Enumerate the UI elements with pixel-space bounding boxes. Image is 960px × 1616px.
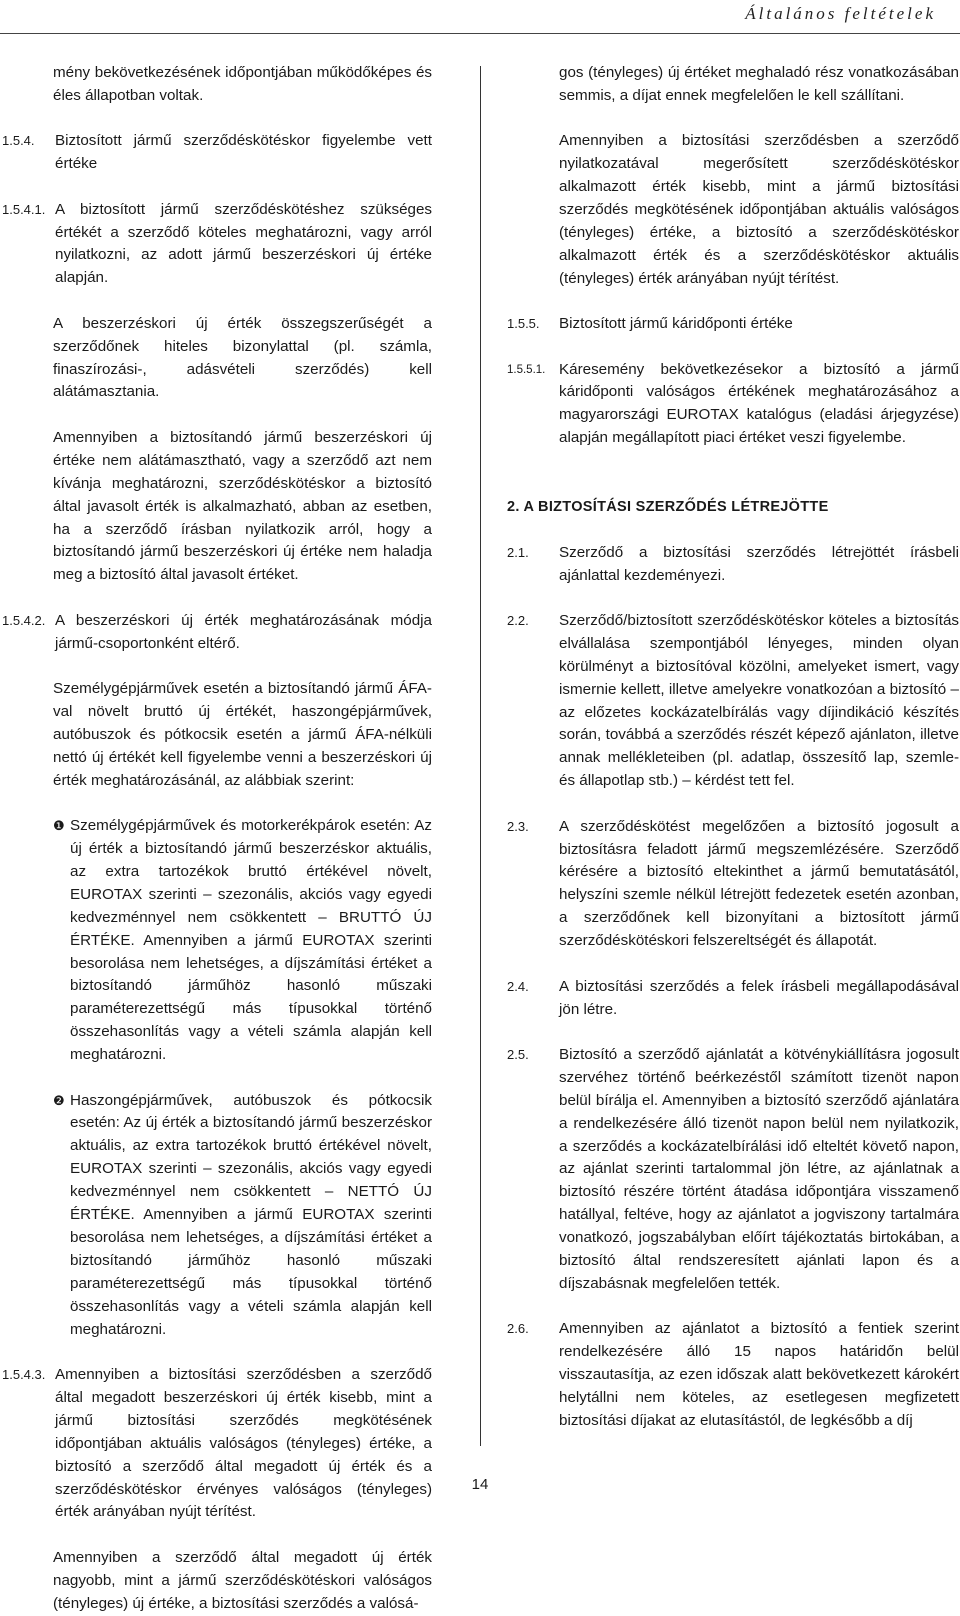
section-number: 2.5.: [507, 1046, 529, 1062]
section-number: 2.1.: [507, 544, 529, 560]
right-column: [507, 60, 959, 1433]
section-number: 2.3.: [507, 818, 529, 834]
section-title: Biztosított jármű káridőponti értéke: [559, 315, 793, 333]
section-text: A szerződéskötést megelőzően a biztosító jogosult a biztosításra feladott jármű megszemlézésére. Szerződő kérésére a biztosító eltekinthet a jármű bemutatásától, helyszíni szemle nélkül létrejött fedezetek esetén azonban, a szerződőnek kell bizonyítani a biztosított jármű szerződéskötéskori felszereltségét és állapotát.: [559, 817, 959, 950]
section-text: A biztosítási szerződés a felek írásbeli megállapodásával jön létre.: [559, 977, 959, 1018]
section-1-5-4-2: [0, 610, 432, 656]
section-2-1: [507, 542, 959, 588]
section-1-5-5: [507, 313, 959, 336]
section-text: A biztosított jármű szerződéskötéshez szükséges értékét a szerződő köteles meghatározni, vagy arról nyilatkozni, az adott jármű beszerzéskori új értéke alapján.: [55, 200, 432, 287]
paragraph: mény bekövetkezésének időpontjában működőképes és éles állapotban voltak.: [53, 64, 432, 104]
paragraph: Amennyiben a biztosítási szerződésben a szerződő nyilatkozatával megerősített szerződéskötéskor alkalmazott érték kisebb, mint a jármű biztosítási szerződés megkötésének időpontjában aktuális valóságos (tényleges) értéke, a biztosító a szerződéskötéskor alkalmazott érték és a szerződéskötéskor aktuális (tényleges) érték arányában nyújt térítést.: [559, 132, 959, 287]
bullet-item-1: [53, 815, 432, 1067]
paragraph: Személygépjárművek esetén a biztosítandó jármű ÁFA-val növelt bruttó új értékét, haszongépjárművek, autóbuszok és pótkocsik esetén a jármű ÁFA-nélküli nettó új értékét kell figyelembe venni a beszerzéskori új érték meghatározásánál, az alábbiak szerint:: [53, 680, 432, 789]
section-number: 1.5.5.1.: [507, 363, 546, 376]
bullet-text: Személygépjárművek és motorkerékpárok esetén: Az új érték a biztosítandó jármű beszerzéskor aktuális, az extra tartozékok bruttó értékével növelt, EUROTAX szerinti – szezonális, akciós vagy egyedi kedvezménnyel nem csökkentett – BRUTTÓ ÚJ ÉRTÉKE. Amennyiben a jármű EUROTAX szerinti besorolása nem lehetséges, a díjszámítási értéket a biztosítandó járműhöz hasonló műszaki paraméterezettségű más típusokkal történő összehasonlítás vagy a vételi számla alapján kell meghatározni.: [70, 817, 432, 1064]
left-column: [0, 60, 432, 1616]
section-number: 1.5.4.1.: [2, 201, 46, 217]
section-text: Biztosító a szerződő ajánlatát a kötvénykiállításra jogosult szervéhez történő beérkezéstől számított tizenöt napon belül bírálja el. Amennyiben a biztosító szerződő ajánlatára a rendelkezésére álló tizenöt napon belül nem nyilatkozik, a szerződés a kockázatelbírálási idő elteltét követő napon, az ajánlat szerinti tartalommal jön létre, az ajánlatnak a biztosító részére történt átadása időpontjára visszamenő hatállyal, feltéve, hogy az ajánlatot a jogviszony tartalmára vonatkozó, jogszabályban előírt tájékoztatás birtokában, a biztosító által rendszeresített ajánlati lapon és a díjszabásnak megfelelően tették.: [559, 1045, 959, 1292]
section-2-2: [507, 610, 959, 793]
section-number: 1.5.5.: [507, 316, 540, 332]
section-1-5-4: [0, 130, 432, 176]
section-1-5-4-1: [0, 199, 432, 291]
bullet-two-icon: ❷: [53, 1092, 65, 1108]
section-number: 2.2.: [507, 612, 529, 628]
paragraph: Amennyiben a biztosítandó jármű beszerzéskori új értéke nem alátámasztható, vagy a szerződő azt nem kívánja meghatározni, szerződéskötéskor a biztosító által javasolt érték is alkalmazható, abban az esetben, ha a szerződő írásban nyilatkozik arról, hogy a biztosítandó jármű beszerzéskori új értéke nem haladja meg a biztosító által javasolt értéket.: [53, 428, 432, 584]
header-rule: [0, 33, 960, 34]
section-text: Káresemény bekövetkezésekor a biztosító a jármű káridőponti valóságos értékének meghatározásához a magyarországi EUROTAX katalógus (eladási árjegyzése) alapján megállapított piaci értéket veszi figyelembe.: [559, 360, 959, 447]
section-text: Amennyiben az ajánlatot a biztosító a fentiek szerint rendelkezésére álló 15 napos határidőn belül visszautasítja, az ezen időszak alatt bekövetkezett károkért helytállni nem köteles, az esetlegesen megfizetett biztosítási díjakat az elutasítástól, de legkésőbb a díj: [559, 1320, 959, 1429]
section-2-4: [507, 976, 959, 1022]
section-number: 1.5.4.3.: [2, 1367, 46, 1382]
section-text: A beszerzéskori új érték meghatározásának módja jármű-csoportonként eltérő.: [55, 611, 432, 652]
page-number: 14: [471, 1476, 489, 1493]
bullet-item-2: [53, 1090, 432, 1342]
section-2-3: [507, 816, 959, 953]
section-2-5: [507, 1044, 959, 1296]
section-heading: 2. A BIZTOSÍTÁSI SZERZŐDÉS LÉTREJÖTTE: [507, 499, 829, 516]
section-text: Szerződő/biztosított szerződéskötéskor köteles a biztosítás elvállalása szempontjából lényeges, minden olyan körülményt a biztosítóval közölni, amelyeket ismert, vagy ismernie kellett, illetve amelyekre vonatkozóan a biztosító – az előzetes kockázatelbírálás vagy díjindikáció készítés során, továbbá a szerződés részét képező ajánlaton, illetve annak mellékleteiben (pl. adatlap, összesítő lap, szemle- és állapotlap stb.) – kérdést tett fel.: [559, 611, 959, 790]
section-1-5-5-1: [507, 359, 959, 451]
paragraph: gos (tényleges) új értéket meghaladó rész vonatkozásában semmis, a díjat ennek megfelelően le kell szállítani.: [559, 64, 959, 104]
section-number: 2.6.: [507, 1321, 529, 1337]
bullet-one-icon: ❶: [53, 818, 65, 834]
running-header-title: Általános feltételek: [745, 4, 936, 23]
paragraph: A beszerzéskori új érték összegszerűségét a szerződőnek hiteles bizonylattal (pl. számla, finaszírozási-, adásvételi szerződés) kell alátámasztania.: [53, 314, 432, 401]
section-2-6: [507, 1318, 959, 1433]
section-number: 2.4.: [507, 978, 529, 994]
section-number: 1.5.4.2.: [2, 612, 46, 628]
section-number: 1.5.4.: [2, 133, 35, 149]
bullet-text: Haszongépjárművek, autóbuszok és pótkocsik esetén: Az új érték a biztosítandó jármű beszerzéskor aktuális, az extra tartozékok bruttó értékével növelt, EUROTAX szerinti – szezonális, akciós vagy egyedi kedvezménnyel nem csökkentett – NETTÓ ÚJ ÉRTÉKE. Amennyiben a jármű EUROTAX szerinti besorolása nem lehetséges, a díjszámítási értéket a biztosítandó járműhöz hasonló műszaki paraméterezettségű más típusokkal történő összehasonlítás vagy a vételi számla alapján kell meghatározni.: [70, 1091, 432, 1338]
section-title: Biztosított jármű szerződéskötéskor figyelembe vett értéke: [55, 132, 432, 173]
section-text: Szerződő a biztosítási szerződés létrejöttét írásbeli ajánlattal kezdeményezi.: [559, 543, 959, 584]
section-1-5-4-3: [0, 1364, 432, 1524]
column-divider: [480, 66, 481, 1446]
section-text: Amennyiben a biztosítási szerződésben a szerződő által megadott beszerzéskori új érték kisebb, mint a jármű biztosítási szerződés megkötésének időpontjában aktuális valóságos (tényleges) értéke, a biztosító a szerződő által megadott új érték és a szerződéskötéskor érvényes valóságos (tényleges) érték arányában nyújt térítést.: [55, 1366, 432, 1521]
paragraph: Amennyiben a szerződő által megadott új érték nagyobb, mint a jármű szerződéskötéskori valóságos (tényleges) új értéke, a biztosítási szerződés a valósá-: [53, 1548, 432, 1612]
